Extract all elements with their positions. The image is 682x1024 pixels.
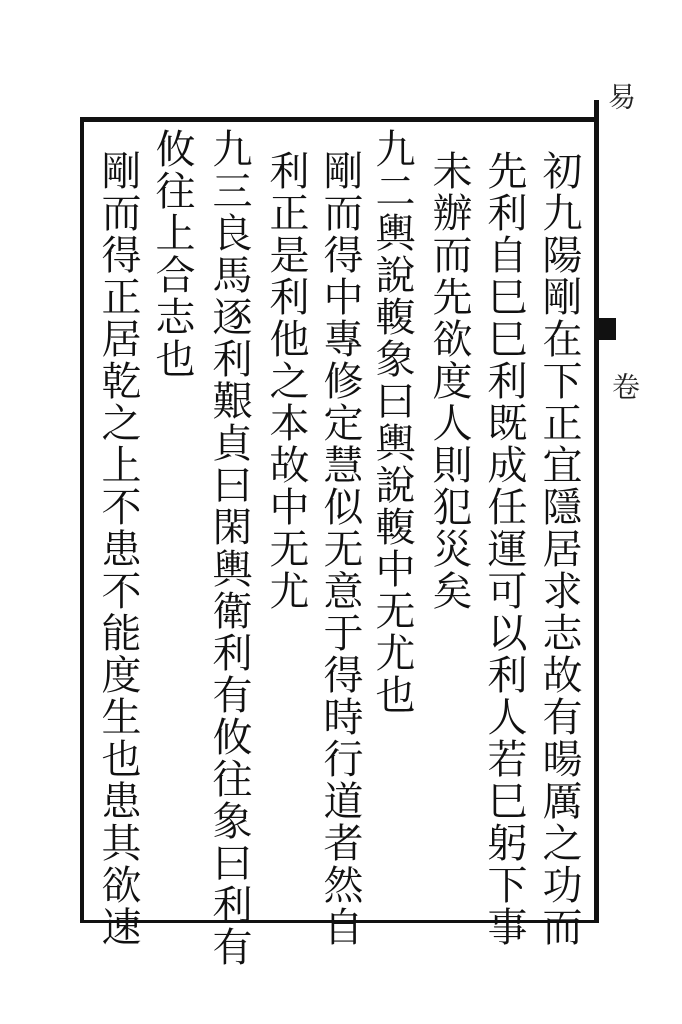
text-column-2: 先利自巳巳利既成任運可以利人若巳躬下事 [481,150,527,948]
margin-fragment-side: 卷 [608,372,641,400]
text-column-3: 未辦而先欲度人則犯災矣 [426,150,472,612]
right-border-rule [594,100,599,923]
text-column-9: 剛而得正居乾之上不患不能度生也患其欲速 [95,150,141,948]
margin-fragment-top: 易 [604,82,637,110]
text-column-4: 九二輿說輹象曰輿說輹中无尤也 [369,128,415,716]
top-border-rule [82,117,596,122]
text-column-1: 初九陽剛在下正宜隱居求志故有暘厲之功而 [536,150,582,948]
text-column-7: 九三良馬逐利艱貞曰閑輿衛利有攸往象曰利有 [206,128,252,968]
text-column-5: 剛而得中專修定慧似无意于得時行道者然自 [317,150,363,948]
text-column-8: 攸往上合志也 [149,128,195,380]
fish-tail-mark [598,318,616,340]
text-column-6: 利正是利他之本故中无尤 [263,150,309,612]
left-border-rule [80,117,84,923]
